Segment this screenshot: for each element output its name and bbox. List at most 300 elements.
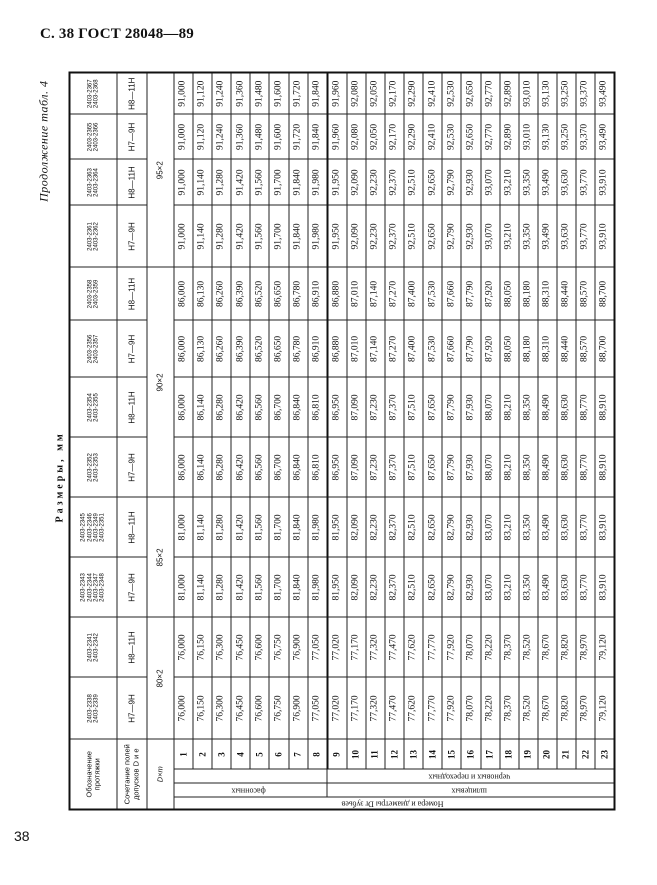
diameter-value: 88,770 [575,377,594,437]
diameter-value: 92,650 [423,159,442,205]
diameter-value: 81,950 [327,497,347,557]
diameter-value: 86,950 [327,377,347,437]
broach-code: 2403-2365 2403-2366 [69,114,117,159]
diameter-value: 86,560 [250,377,269,437]
diameter-value: 93,350 [518,205,537,267]
table-row [556,72,575,809]
broach-dimensions-table [68,71,615,810]
diameter-value: 81,840 [288,497,307,557]
diameter-value: 93,770 [575,159,594,205]
diameter-value: 88,700 [595,267,615,320]
header-row-tolerance [117,72,147,809]
diameter-value: 86,390 [231,320,250,377]
diameter-value: 91,420 [231,159,250,205]
diameter-value: 88,310 [537,320,556,377]
diameter-value: 92,650 [461,72,480,114]
diameter-value: 87,920 [480,320,499,377]
diameter-value: 91,960 [327,72,347,114]
diameter-value: 86,950 [327,437,347,497]
diameter-value: 86,880 [327,267,347,320]
diameter-value: 86,520 [250,320,269,377]
tolerance-cell: H8—11H [117,497,147,557]
diameter-value: 86,000 [174,377,193,437]
table-row [595,72,615,809]
diameter-value: 83,210 [499,557,518,617]
empty-cell [174,769,327,783]
diameter-value: 91,980 [307,159,327,205]
row-number: 9 [327,739,347,769]
diameter-value: 83,630 [556,557,575,617]
row-number: 8 [307,739,327,769]
diameter-value: 87,010 [346,320,365,377]
row-number: 21 [556,739,575,769]
diameter-value: 93,010 [518,114,537,159]
diameter-value: 76,450 [231,677,250,739]
diameter-value: 86,130 [193,320,212,377]
diameter-value: 91,420 [231,205,250,267]
diameter-value: 76,000 [174,677,193,739]
tolerance-cell: H7—9H [117,320,147,377]
table-row [537,72,556,809]
broach-code: 2403-2341 2403-2342 [69,617,117,677]
tolerance-cell: H7—9H [117,114,147,159]
diameter-value: 78,070 [461,677,480,739]
diameter-value: 93,770 [575,205,594,267]
diameter-value: 82,930 [461,497,480,557]
diameter-value: 88,910 [595,437,615,497]
diameter-value: 91,360 [231,114,250,159]
diameter-value: 87,400 [404,267,423,320]
diameter-value: 83,770 [575,497,594,557]
diameter-value: 93,250 [556,114,575,159]
diameter-value: 81,950 [327,557,347,617]
diameter-value: 82,090 [346,557,365,617]
diameter-value: 83,070 [480,497,499,557]
diameter-value: 92,080 [346,114,365,159]
diameter-value: 87,010 [346,267,365,320]
diameter-value: 91,950 [327,159,347,205]
tolerance-cell: H8—11H [117,267,147,320]
diameter-value: 92,790 [442,205,461,267]
diameter-value: 82,650 [423,497,442,557]
diameter-value: 76,600 [250,677,269,739]
dxm-header: D×m [147,739,174,809]
diameter-value: 86,390 [231,267,250,320]
diameter-value: 76,450 [231,617,250,677]
diameter-value: 92,930 [461,205,480,267]
rotated-table-sheet [30,70,615,812]
diameter-value: 77,020 [327,677,347,739]
diameter-value: 91,240 [212,72,231,114]
diameter-value: 91,000 [174,72,193,114]
row-number: 11 [365,739,384,769]
table-row [575,72,594,809]
diameter-value: 88,570 [575,320,594,377]
diameter-value: 91,560 [250,205,269,267]
row-number: 20 [537,739,556,769]
diameter-value: 88,770 [575,437,594,497]
diameter-value: 92,890 [499,114,518,159]
diameter-value: 82,790 [442,497,461,557]
broach-code: 2403-2354 2403-2355 [69,377,117,437]
diameter-value: 87,140 [365,267,384,320]
row-number: 17 [480,739,499,769]
diameter-value: 91,840 [288,205,307,267]
diameter-value: 82,230 [365,557,384,617]
diameter-value: 76,000 [174,617,193,677]
group-rough-label [327,769,614,783]
diameter-value: 91,700 [269,159,288,205]
diameter-value: 86,000 [174,267,193,320]
diameter-value: 86,780 [288,267,307,320]
diameter-value: 92,530 [442,114,461,159]
diameter-value: 77,620 [404,617,423,677]
diameter-value: 93,630 [556,205,575,267]
diameter-value: 92,770 [480,72,499,114]
diameter-value: 82,230 [365,497,384,557]
diameter-value: 78,370 [499,677,518,739]
row-number: 22 [575,739,594,769]
diameter-value: 91,480 [250,114,269,159]
tolerance-cell: H8—11H [117,617,147,677]
diameter-value: 78,670 [537,677,556,739]
table-row [346,72,365,809]
diameter-value: 87,270 [385,320,404,377]
diameter-value: 77,020 [327,617,347,677]
group-spline-label-text: шлицевых [450,786,487,795]
row-number: 14 [423,739,442,769]
diameter-value: 87,530 [423,320,442,377]
diameter-value: 92,090 [346,159,365,205]
broach-code: 2403-2352 2403-2353 [69,437,117,497]
diameter-value: 92,170 [385,114,404,159]
dxm-group: 85×2 [147,497,174,617]
diameter-value: 88,180 [518,320,537,377]
diameter-value: 81,560 [250,557,269,617]
broach-code: 2403-2356 2403-2357 [69,320,117,377]
row-number: 18 [499,739,518,769]
table-row [231,72,250,809]
diameter-value: 91,700 [269,205,288,267]
diameter-value: 87,090 [346,377,365,437]
diameter-value: 83,490 [537,557,556,617]
diameter-value: 91,280 [212,205,231,267]
diameter-value: 83,910 [595,557,615,617]
diameter-value: 83,210 [499,497,518,557]
diameter-value: 87,660 [442,267,461,320]
diameter-value: 92,290 [404,114,423,159]
diameter-value: 87,510 [404,377,423,437]
diameter-value: 93,070 [480,159,499,205]
diameter-value: 87,230 [365,437,384,497]
diameter-value: 86,260 [212,267,231,320]
diameter-value: 93,370 [575,114,594,159]
diameter-value: 87,930 [461,377,480,437]
diameter-value: 86,910 [307,267,327,320]
table-row [461,72,480,809]
diameter-value: 88,070 [480,377,499,437]
diameter-value: 81,280 [212,557,231,617]
diameter-value: 86,810 [307,377,327,437]
diameter-value: 77,770 [423,617,442,677]
broach-code: 2403-2358 2403-2359 [69,267,117,320]
side-label-text: Номера и диаметры Dr зубьев [340,798,443,808]
table-row [365,72,384,809]
diameter-value: 93,130 [537,72,556,114]
diameter-value: 91,720 [288,114,307,159]
diameter-value: 78,820 [556,677,575,739]
row-number: 3 [212,739,231,769]
broach-code: 2403-2361 2403-2362 [69,205,117,267]
tolerance-cell: H7—9H [117,677,147,739]
diameter-value: 91,140 [193,159,212,205]
tolerance-cell: H7—9H [117,205,147,267]
diameter-value: 88,180 [518,267,537,320]
diameter-value: 88,350 [518,437,537,497]
broach-code: 2403-2343 2403-2344 2403-2347 2403-2348 [69,557,117,617]
table-row [174,72,193,809]
tolerance-cell: H7—9H [117,557,147,617]
diameter-value: 81,140 [193,557,212,617]
diameter-value: 86,000 [174,437,193,497]
diameter-value: 91,720 [288,72,307,114]
diameter-value: 88,570 [575,267,594,320]
diameter-value: 86,700 [269,437,288,497]
diameter-value: 92,510 [404,159,423,205]
diameter-value: 92,290 [404,72,423,114]
diameter-value: 92,080 [346,72,365,114]
diameter-value: 88,700 [595,320,615,377]
diameter-value: 92,510 [404,205,423,267]
row-number: 2 [193,739,212,769]
diameter-value: 93,350 [518,159,537,205]
diameter-value: 92,050 [365,114,384,159]
diameter-value: 88,630 [556,437,575,497]
diameter-value: 93,210 [499,159,518,205]
diameter-value: 86,260 [212,320,231,377]
diameter-value: 77,170 [346,617,365,677]
diameter-value: 91,600 [269,72,288,114]
diameter-value: 92,890 [499,72,518,114]
diameter-value: 83,350 [518,557,537,617]
diameter-value: 88,210 [499,377,518,437]
diameter-value: 91,120 [193,114,212,159]
diameter-value: 88,440 [556,320,575,377]
diameter-value: 88,050 [499,320,518,377]
diameter-value: 83,350 [518,497,537,557]
table-row [404,72,423,809]
diameter-value: 86,280 [212,377,231,437]
diameter-value: 88,350 [518,377,537,437]
tolerance-cell: H8—11H [117,72,147,114]
diameter-value: 87,790 [442,377,461,437]
diameter-value: 82,370 [385,557,404,617]
diameter-value: 78,370 [499,617,518,677]
table-row [327,72,347,809]
diameter-value: 93,070 [480,205,499,267]
diameter-value: 82,510 [404,497,423,557]
diameter-value: 77,620 [404,677,423,739]
diameter-value: 87,920 [480,267,499,320]
diameter-value: 81,140 [193,497,212,557]
diameter-value: 78,820 [556,617,575,677]
dxm-group: 95×2 [147,72,174,267]
diameter-value: 78,220 [480,677,499,739]
diameter-value: 87,270 [385,267,404,320]
diameter-value: 91,240 [212,114,231,159]
diameter-value: 81,000 [174,497,193,557]
diameter-value: 91,000 [174,205,193,267]
diameter-value: 93,370 [575,72,594,114]
diameter-value: 82,370 [385,497,404,557]
diameter-value: 86,130 [193,267,212,320]
diameter-value: 82,650 [423,557,442,617]
diameter-value: 87,650 [423,437,442,497]
page-header: С. 38 ГОСТ 28048—89 [40,26,194,42]
diameter-value: 87,790 [461,320,480,377]
row-number: 13 [404,739,423,769]
diameter-value: 88,050 [499,267,518,320]
diameter-value: 86,650 [269,320,288,377]
diameter-value: 91,560 [250,159,269,205]
diameter-value: 93,490 [537,159,556,205]
diameter-value: 88,490 [537,377,556,437]
diameter-value: 91,140 [193,205,212,267]
row-number: 7 [288,739,307,769]
diameter-value: 87,930 [461,437,480,497]
continuation-title: Продолжение табл. 4 [36,80,50,202]
page-number: 38 [14,828,30,844]
diameter-value: 92,410 [423,114,442,159]
table-row [250,72,269,809]
diameter-value: 76,750 [269,677,288,739]
diameter-value: 87,400 [404,320,423,377]
table-row [442,72,461,809]
broach-code: 2403-2345 2403-2346 2403-2349 2403-2351 [69,497,117,557]
diameter-value: 92,170 [385,72,404,114]
diameter-value: 93,250 [556,72,575,114]
side-label [174,797,615,809]
diameter-value: 87,370 [385,377,404,437]
diameter-value: 81,980 [307,497,327,557]
diameter-value: 76,150 [193,617,212,677]
tolerance-cell: H8—11H [117,159,147,205]
diameter-value: 91,600 [269,114,288,159]
diameter-value: 87,650 [423,377,442,437]
table-row [480,72,499,809]
table-row [269,72,288,809]
diameter-value: 76,300 [212,617,231,677]
diameter-value: 91,840 [307,114,327,159]
diameter-value: 93,910 [595,205,615,267]
diameter-value: 91,360 [231,72,250,114]
table-row [307,72,327,809]
diameter-value: 81,560 [250,497,269,557]
broach-code: 2403-2363 2403-2364 [69,159,117,205]
diameter-value: 93,130 [537,114,556,159]
diameter-value: 91,000 [174,114,193,159]
diameter-value: 87,090 [346,437,365,497]
diameter-value: 78,070 [461,617,480,677]
diameter-value: 77,320 [365,677,384,739]
diameter-value: 92,770 [480,114,499,159]
table-row [499,72,518,809]
diameter-value: 92,930 [461,159,480,205]
table-row [288,72,307,809]
tolerance-cell: H7—9H [117,437,147,497]
diameter-value: 88,070 [480,437,499,497]
row-number: 16 [461,739,480,769]
row-number: 4 [231,739,250,769]
diameter-value: 81,700 [269,557,288,617]
diameter-value: 91,840 [288,159,307,205]
diameter-value: 78,520 [518,617,537,677]
dxm-group: 90×2 [147,267,174,497]
diameter-value: 93,910 [595,159,615,205]
diameter-value: 92,050 [365,72,384,114]
diameter-value: 82,790 [442,557,461,617]
group-shaped-label [174,783,327,797]
diameter-value: 86,840 [288,437,307,497]
diameter-value: 92,370 [385,159,404,205]
diameter-value: 77,770 [423,677,442,739]
diameter-value: 77,320 [365,617,384,677]
diameter-value: 83,070 [480,557,499,617]
diameter-value: 83,770 [575,557,594,617]
diameter-value: 78,220 [480,617,499,677]
diameter-value: 86,780 [288,320,307,377]
diameter-value: 93,010 [518,72,537,114]
diameter-value: 86,810 [307,437,327,497]
diameter-value: 86,700 [269,377,288,437]
diameter-value: 88,630 [556,377,575,437]
diameter-value: 92,090 [346,205,365,267]
row-number: 23 [595,739,615,769]
diameter-value: 86,560 [250,437,269,497]
diameter-value: 77,050 [307,677,327,739]
row-number: 19 [518,739,537,769]
diameter-value: 92,790 [442,159,461,205]
diameter-value: 88,210 [499,437,518,497]
diameter-value: 88,490 [537,437,556,497]
table-row [385,72,404,809]
diameter-value: 91,960 [327,114,347,159]
diameter-value: 77,920 [442,677,461,739]
broach-code: 2403-2338 2403-2339 [69,677,117,739]
diameter-value: 86,880 [327,320,347,377]
diameter-value: 87,230 [365,377,384,437]
diameter-value: 92,650 [461,114,480,159]
diameter-value: 92,370 [385,205,404,267]
diameter-value: 82,510 [404,557,423,617]
table-row [518,72,537,809]
table-row [423,72,442,809]
diameter-value: 81,280 [212,497,231,557]
diameter-value: 88,910 [595,377,615,437]
diameter-value: 78,670 [537,617,556,677]
row-number: 1 [174,739,193,769]
diameter-value: 87,510 [404,437,423,497]
diameter-value: 76,900 [288,677,307,739]
row-number: 5 [250,739,269,769]
diameter-value: 83,630 [556,497,575,557]
diameter-value: 93,490 [595,72,615,114]
diameter-value: 77,470 [385,677,404,739]
diameter-value: 76,300 [212,677,231,739]
diameter-value: 86,420 [231,377,250,437]
diameter-value: 91,120 [193,72,212,114]
diameter-value: 78,520 [518,677,537,739]
